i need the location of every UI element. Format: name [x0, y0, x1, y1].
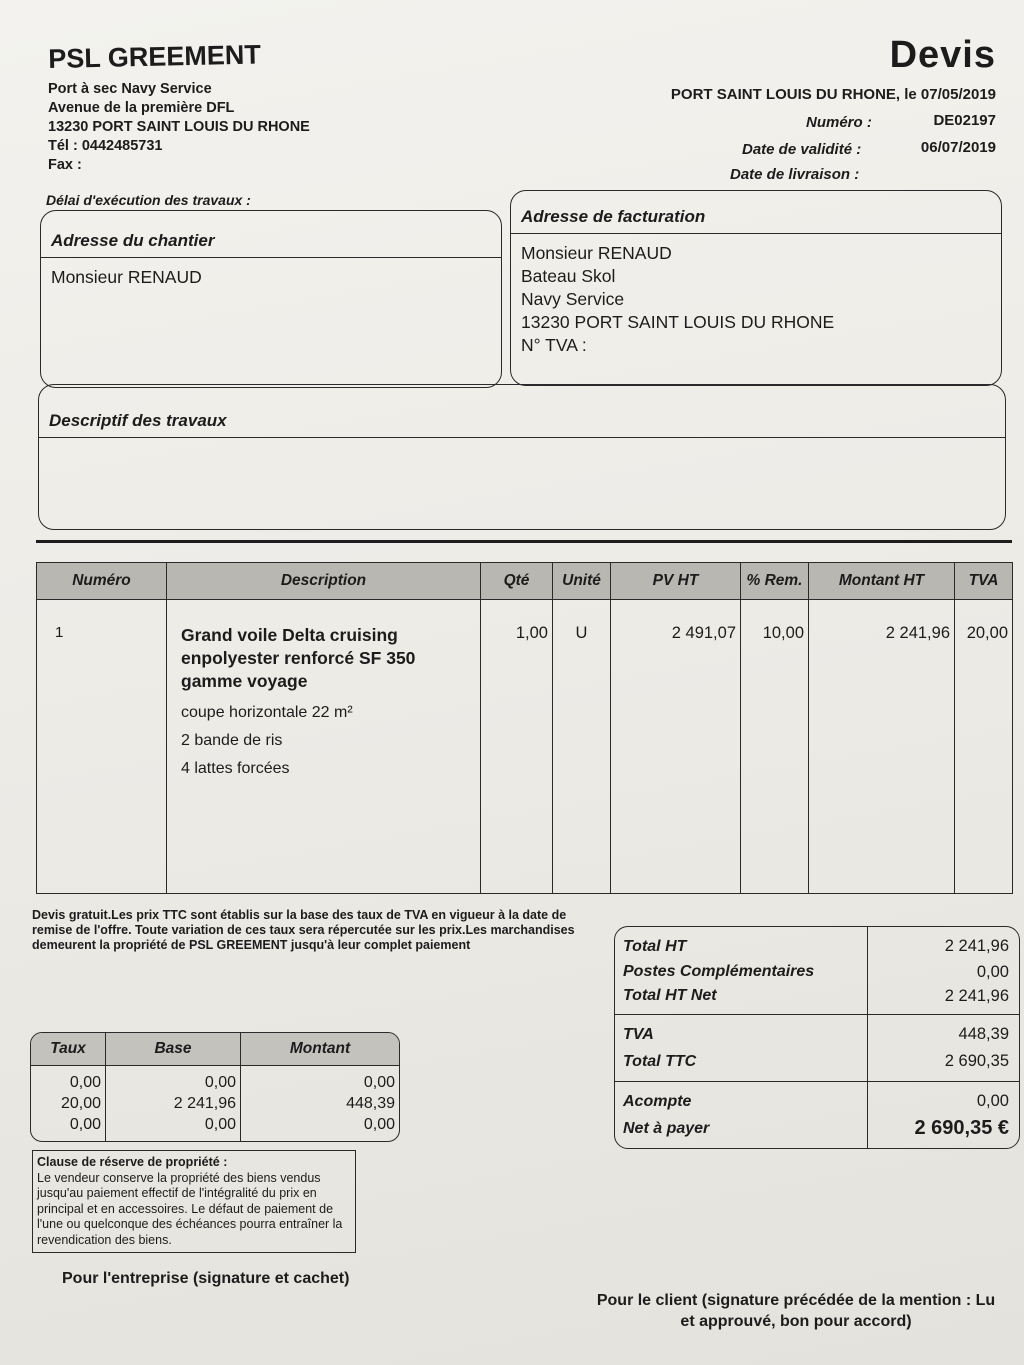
work-description-box — [38, 384, 1006, 530]
work-description-title: Descriptif des travaux — [39, 405, 1005, 438]
total-ttc-label: Total TTC — [623, 1053, 697, 1070]
totals-box — [614, 926, 1020, 1149]
execution-delay-label: Délai d'exécution des travaux : — [46, 192, 251, 208]
cell-tva: 20,00 — [955, 600, 1013, 894]
table-row — [37, 600, 1013, 894]
cell-pv-ht: 2 491,07 — [611, 600, 741, 894]
total-ht-value: 2 241,96 — [944, 937, 1009, 955]
document-title: Devis — [889, 34, 996, 76]
section-divider — [36, 540, 1012, 543]
totals-group-net — [615, 1082, 1019, 1148]
item-details — [181, 699, 474, 783]
vat-base-col — [106, 1066, 241, 1141]
cell-montant-ht: 2 241,96 — [809, 600, 955, 894]
billing-address-line: Monsieur RENAUD — [521, 243, 672, 263]
totals-group-ht — [615, 927, 1019, 1015]
col-header-montant-ht: Montant HT — [809, 563, 955, 600]
place-date: PORT SAINT LOUIS DU RHONE, le 07/05/2019 — [670, 86, 996, 103]
clause-title: Clause de réserve de propriété : — [37, 1155, 228, 1169]
ownership-clause-box — [32, 1150, 356, 1253]
postes-value: 0,00 — [976, 963, 1009, 981]
net-label: Net à payer — [623, 1120, 710, 1137]
validity-date: 06/07/2019 — [920, 139, 996, 156]
line-items-table — [36, 562, 1013, 894]
vat-taux-col — [31, 1066, 106, 1141]
vat-base: 2 241,96 — [173, 1095, 236, 1112]
vat-montant-col — [241, 1066, 399, 1141]
col-header-pv-ht: PV HT — [611, 563, 741, 600]
item-detail-line: coupe horizontale 22 m² — [181, 704, 353, 721]
company-name: PSL GREEMENT — [48, 39, 262, 74]
total-ht-net-label: Total HT Net — [623, 987, 717, 1004]
client-signature-label: Pour le client (signature précédée de la mention : Lu et approuvé, bon pour accord) — [596, 1292, 996, 1330]
billing-address-box — [510, 190, 1002, 386]
company-address-line: Port à sec Navy Service — [48, 81, 212, 97]
col-header-numero: Numéro — [37, 563, 167, 600]
col-header-qte: Qté — [481, 563, 553, 600]
phone-label: Tél : — [48, 138, 78, 154]
totals-group-ttc — [615, 1015, 1019, 1082]
tva-value: 448,39 — [958, 1025, 1009, 1043]
tva-label: TVA — [623, 1026, 654, 1043]
total-ht-label: Total HT — [623, 938, 687, 955]
billing-address-body — [511, 234, 1001, 365]
vat-montant: 0,00 — [363, 1116, 395, 1133]
table-header-row — [37, 563, 1013, 600]
col-header-tva: TVA — [955, 563, 1013, 600]
acompte-label: Acompte — [623, 1093, 692, 1110]
vat-montant: 448,39 — [346, 1095, 395, 1112]
vat-base: 0,00 — [204, 1116, 236, 1133]
validity-label: Date de validité : — [742, 141, 862, 158]
site-address-line: Monsieur RENAUD — [51, 267, 202, 287]
vat-montant: 0,00 — [363, 1074, 395, 1091]
item-detail-line: 4 lattes forcées — [181, 760, 290, 777]
vat-header-taux: Taux — [31, 1033, 106, 1066]
site-address-box — [40, 210, 502, 388]
cell-numero: 1 — [37, 600, 167, 894]
billing-address-line: Bateau Skol — [521, 266, 616, 286]
net-value: 2 690,35 € — [914, 1117, 1009, 1139]
company-address-line: Avenue de la première DFL — [48, 100, 235, 116]
terms-text: Devis gratuit.Les prix TTC sont établis sur la base des taux de TVA en vigueur à la date de remise de l'offre. Toute variation de ces taux sera répercutée sur les prix.Les marchandises demeurent la propriété de PSL GREEMENT jusqu'à leur complet paiement — [32, 908, 575, 952]
site-address-title: Adresse du chantier — [41, 225, 501, 258]
vat-taux: 0,00 — [69, 1074, 101, 1091]
clause-text: Le vendeur conserve la propriété des biens vendus jusqu'au paiement effectif de l'intégralité du prix en principal et en accessoires. Le défaut de paiement de l'une ou quelconque des échéances pourra entraîner la revendication des biens. — [37, 1170, 343, 1247]
cell-description — [167, 600, 481, 894]
vat-header-base: Base — [106, 1033, 241, 1066]
billing-vat-number: N° TVA : — [521, 335, 587, 355]
col-header-remise: % Rem. — [741, 563, 809, 600]
vat-taux: 20,00 — [60, 1095, 101, 1112]
company-address-line: 13230 PORT SAINT LOUIS DU RHONE — [48, 119, 310, 135]
vat-header-montant: Montant — [241, 1033, 399, 1066]
acompte-value: 0,00 — [976, 1092, 1009, 1110]
total-ttc-value: 2 690,35 — [944, 1052, 1009, 1070]
cell-unite: U — [553, 600, 611, 894]
billing-address-line: Navy Service — [521, 289, 625, 309]
vat-breakdown-table — [30, 1032, 400, 1142]
col-header-description: Description — [167, 563, 481, 600]
total-ht-net-value: 2 241,96 — [944, 987, 1009, 1005]
col-header-unite: Unité — [553, 563, 611, 600]
company-signature-label: Pour l'entreprise (signature et cachet) — [62, 1270, 350, 1287]
delivery-label: Date de livraison : — [730, 166, 860, 183]
item-title: Grand voile Delta cruising enpolyester renforcé SF 350 gamme voyage — [181, 625, 416, 691]
postes-label: Postes Complémentaires — [623, 963, 815, 980]
vat-header-row — [31, 1033, 399, 1066]
quote-number-label: Numéro : — [806, 114, 872, 131]
company-phone — [48, 137, 310, 156]
item-detail-line: 2 bande de ris — [181, 732, 283, 749]
billing-address-line: 13230 PORT SAINT LOUIS DU RHONE — [521, 312, 835, 332]
cell-qte: 1,00 — [481, 600, 553, 894]
vat-body-row — [31, 1066, 399, 1141]
site-address-body — [41, 258, 501, 297]
company-address — [48, 80, 310, 175]
quote-number: DE02197 — [933, 112, 996, 129]
vat-taux: 0,00 — [69, 1116, 101, 1133]
company-fax: Fax : — [48, 157, 82, 173]
cell-remise: 10,00 — [741, 600, 809, 894]
vat-base: 0,00 — [204, 1074, 236, 1091]
billing-address-title: Adresse de facturation — [511, 201, 1001, 234]
phone-value: 0442485731 — [81, 138, 163, 154]
